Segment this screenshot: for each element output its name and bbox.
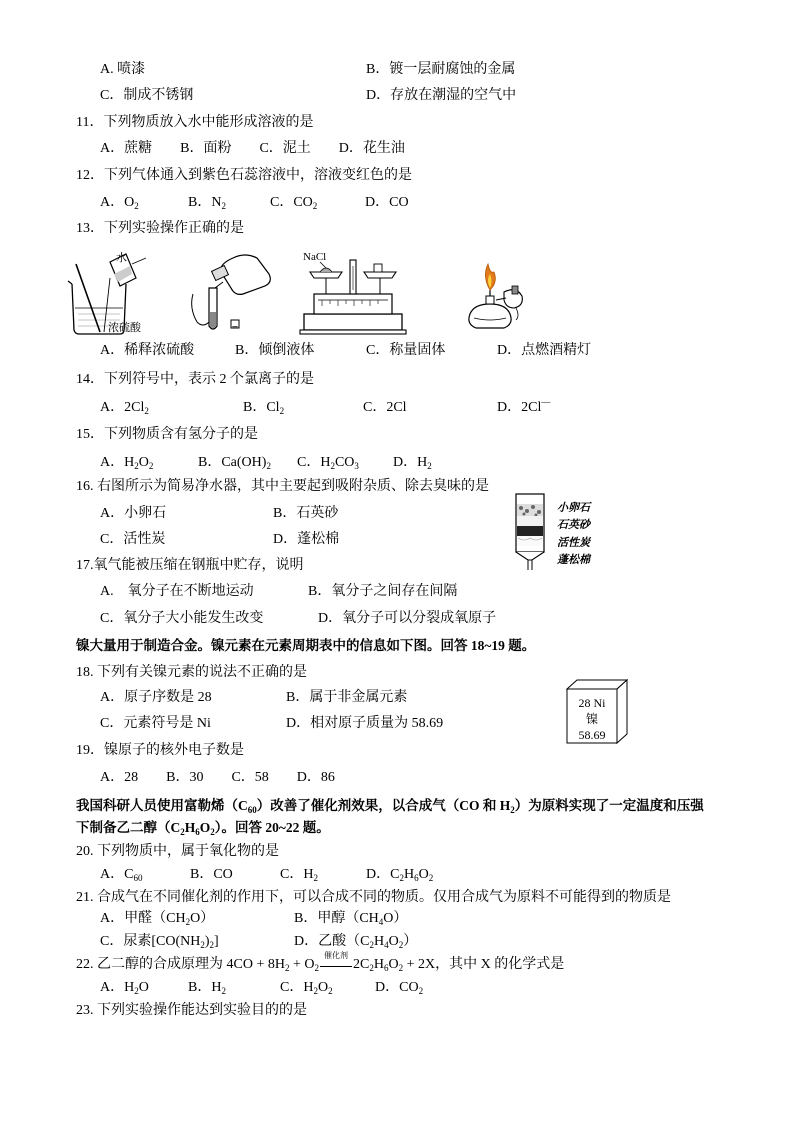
nickel-card-name: 镍: [585, 712, 598, 726]
label-water: 水: [116, 252, 127, 264]
question-22-option-a: A．$H_2O$: [100, 980, 149, 996]
question-22-stem: 22. 乙二醇的合成原理为 $4CO + 8H_2 + O_2$ 催化剂 $2C_2H_6O_2 + 2X$，其中 X 的化学式是: [76, 951, 565, 973]
pour-liquid-figure: [183, 248, 273, 336]
question-16-option-a: A．小卵石: [100, 506, 167, 521]
question-12-stem: 12．下列气体通入到紫色石蕊溶液中，溶液变红色的是: [76, 168, 412, 183]
question-20-stem: 20. 下列物质中，属于氧化物的是: [76, 844, 279, 859]
question-17-option-a: A. 氧分子在不断地运动: [100, 584, 254, 599]
question-18-option-a: A．原子序数是 28: [100, 690, 212, 705]
question-16-stem: 16. 右图所示为简易净水器，其中主要起到吸附杂质、除去臭味的是: [76, 479, 489, 494]
question-13-option-c: C．称量固体: [366, 343, 446, 358]
question-19-options: A．28 B．30 C．58 D．86: [100, 770, 335, 785]
question-17-option-c: C．氧分子大小能发生改变: [100, 611, 264, 626]
c60-intro-line2: 下制备乙二醇$(C_2H_6O_2)$。回答 20~22 题。: [76, 820, 330, 837]
question-21-stem: 21. 合成气在不同催化剂的作用下，可以合成不同的物质。仅用合成气为原料不可能得到的物质是: [76, 890, 671, 905]
question-20-option-b: B．CO: [190, 867, 233, 882]
question-16-option-d: D．蓬松棉: [273, 532, 340, 547]
question-11-options: A．蔗糖 B．面粉 C．泥土 D．花生油: [100, 141, 405, 156]
question-12-option-b: B．$N_2$: [188, 195, 226, 211]
question-18-stem: 18. 下列有关镍元素的说法不正确的是: [76, 665, 307, 680]
question-14-option-a: A．$2Cl_2$: [100, 400, 149, 416]
question-17-stem: 17.氧气能被压缩在钢瓶中贮存，说明: [76, 558, 304, 573]
question-18-option-b: B．属于非金属元素: [286, 690, 408, 705]
option-a: A. 喷漆: [100, 62, 146, 77]
option-d: D．存放在潮湿的空气中: [366, 88, 517, 103]
question-18-option-c: C．元素符号是 Ni: [100, 716, 211, 731]
purifier-label-quartz: 石英砂: [557, 519, 590, 531]
question-14-stem: 14．下列符号中，表示 2 个氯离子的是: [76, 372, 314, 387]
question-21-option-c: C．尿素$[CO(NH_2)_2]$: [100, 934, 219, 950]
question-15-option-d: D．$H_2$: [393, 455, 432, 471]
purifier-label-pebble: 小卵石: [557, 502, 590, 514]
purifier-label-carbon: 活性炭: [557, 537, 590, 549]
question-15-option-a: A．$H_2O_2$: [100, 455, 154, 471]
question-12-option-a: A．$O_2$: [100, 195, 139, 211]
question-22-option-d: D．$CO_2$: [375, 980, 424, 996]
label-nacl: NaCl: [303, 251, 327, 263]
question-16-option-b: B．石英砂: [273, 506, 339, 521]
option-c: C．制成不锈钢: [100, 88, 194, 103]
question-14-option-b: B．$Cl_2$: [243, 400, 285, 416]
question-15-option-c: C．$H_2CO_3$: [297, 455, 359, 471]
option-b: B．镀一层耐腐蚀的金属: [366, 62, 516, 77]
label-sulfuric-acid: 浓硫酸: [108, 322, 141, 334]
question-20-option-c: C．$H_2$: [280, 867, 318, 883]
question-13-stem: 13．下列实验操作正确的是: [76, 221, 244, 236]
water-purifier-figure: [510, 490, 550, 574]
question-18-option-d: D．相对原子质量为 58.69: [286, 716, 444, 731]
purifier-label-cotton: 蓬松棉: [557, 554, 590, 566]
c60-intro-line1: 我国科研人员使用富勒烯$(C_{60})$改善了催化剂效果，以合成气（CO 和 $H_2$）为原料实现了一定温度和压强: [76, 798, 704, 815]
question-14-option-d: D．2Cl—: [497, 397, 551, 415]
nickel-intro: 镍大量用于制造合金。镍元素在元素周期表中的信息如下图。回答 18~19 题。: [76, 638, 536, 653]
question-13-option-d: D．点燃酒精灯: [497, 343, 592, 358]
question-22-option-c: C．$H_2O_2$: [280, 980, 333, 996]
reaction-arrow: 催化剂: [319, 955, 353, 975]
question-19-stem: 19．镍原子的核外电子数是: [76, 743, 244, 758]
question-21-option-b: B．甲醇$(CH_4O)$: [294, 911, 408, 927]
nickel-card-number-symbol: 28 Ni: [578, 696, 606, 710]
question-21-option-d: D．乙酸$(C_2H_4O_2)$: [294, 934, 418, 950]
nickel-card-mass: 58.69: [578, 728, 606, 742]
question-14-option-c: C．2Cl: [363, 400, 407, 415]
question-20-option-d: D．$C_2H_6O_2$: [366, 867, 434, 883]
question-21-option-a: A．甲醛$(CH_2O)$: [100, 911, 215, 927]
question-12-option-c: C．$CO_2$: [270, 195, 318, 211]
question-23-stem: 23. 下列实验操作能达到实验目的的是: [76, 1003, 307, 1018]
question-22-option-b: B．$H_2$: [188, 980, 226, 996]
question-17-option-b: B．氧分子之间存在间隔: [308, 584, 458, 599]
question-15-option-b: B．$Ca(OH)_2$: [198, 455, 271, 471]
question-15-stem: 15．下列物质含有氢分子的是: [76, 427, 258, 442]
question-17-option-d: D．氧分子可以分裂成氧原子: [318, 611, 497, 626]
question-11-stem: 11．下列物质放入水中能形成溶液的是: [76, 115, 314, 130]
question-16-option-c: C．活性炭: [100, 532, 166, 547]
question-20-option-a: A．$C_{60}$: [100, 867, 143, 883]
question-12-option-d: D．CO: [365, 195, 409, 210]
alcohol-lamp-figure: [460, 262, 532, 336]
question-13-option-b: B．倾倒液体: [235, 343, 315, 358]
question-13-option-a: A．稀释浓硫酸: [100, 343, 195, 358]
